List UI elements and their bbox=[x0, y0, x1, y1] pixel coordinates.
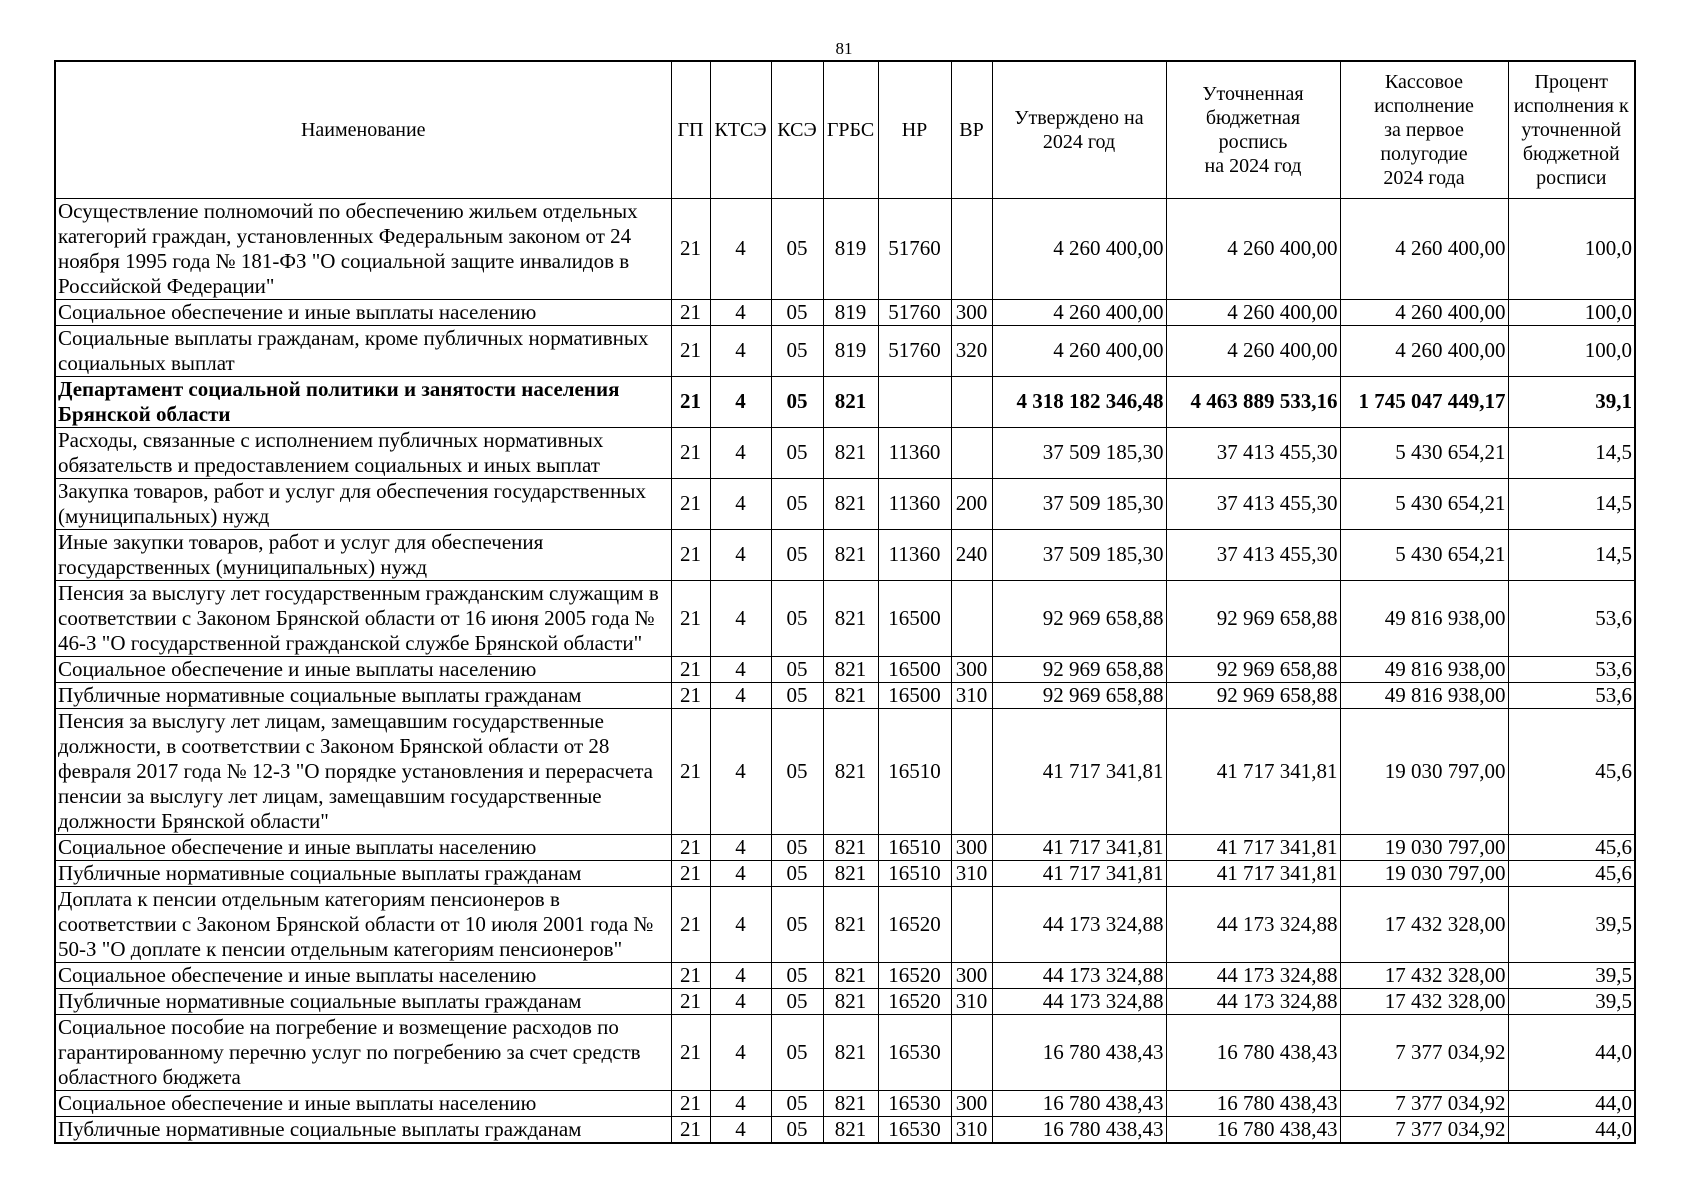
cell-percent: 39,5 bbox=[1508, 962, 1635, 988]
cell-gp: 21 bbox=[671, 478, 710, 529]
cell-percent: 100,0 bbox=[1508, 299, 1635, 325]
cell-cash: 5 430 654,21 bbox=[1340, 478, 1508, 529]
cell-gp: 21 bbox=[671, 198, 710, 299]
cell-gp: 21 bbox=[671, 656, 710, 682]
table-row bbox=[55, 580, 1635, 656]
cell-approved: 37 509 185,30 bbox=[992, 478, 1166, 529]
cell-name: Пенсия за выслугу лет лицам, замещавшим государственные должности, в соответствии с Законом Брянской области от 28 февраля 2017 года № 12-З "О порядке установления и перерасчета пенсии за выслугу лет лицам, замещавшим государственные должности Брянской области" bbox=[55, 708, 671, 834]
cell-nr: 16530 bbox=[878, 1116, 951, 1143]
cell-percent: 53,6 bbox=[1508, 656, 1635, 682]
cell-name: Социальные выплаты гражданам, кроме публичных нормативных социальных выплат bbox=[55, 325, 671, 376]
cell-kse: 05 bbox=[771, 1014, 823, 1090]
cell-ktse: 4 bbox=[710, 962, 771, 988]
cell-refined: 37 413 455,30 bbox=[1166, 427, 1340, 478]
cell-vr bbox=[951, 427, 992, 478]
cell-kse: 05 bbox=[771, 1116, 823, 1143]
cell-vr bbox=[951, 886, 992, 962]
cell-cash: 4 260 400,00 bbox=[1340, 198, 1508, 299]
cell-nr: 16510 bbox=[878, 834, 951, 860]
cell-grbs: 821 bbox=[823, 708, 878, 834]
cell-gp: 21 bbox=[671, 708, 710, 834]
cell-approved: 41 717 341,81 bbox=[992, 860, 1166, 886]
cell-percent: 100,0 bbox=[1508, 325, 1635, 376]
cell-kse: 05 bbox=[771, 656, 823, 682]
cell-gp: 21 bbox=[671, 529, 710, 580]
header-approved: Утверждено на 2024 год bbox=[992, 61, 1166, 198]
cell-percent: 44,0 bbox=[1508, 1014, 1635, 1090]
cell-name: Иные закупки товаров, работ и услуг для обеспечения государственных (муниципальных) нужд bbox=[55, 529, 671, 580]
cell-cash: 49 816 938,00 bbox=[1340, 682, 1508, 708]
table-row bbox=[55, 834, 1635, 860]
cell-approved: 4 260 400,00 bbox=[992, 198, 1166, 299]
cell-kse: 05 bbox=[771, 299, 823, 325]
cell-refined: 16 780 438,43 bbox=[1166, 1116, 1340, 1143]
cell-grbs: 821 bbox=[823, 988, 878, 1014]
cell-refined: 44 173 324,88 bbox=[1166, 988, 1340, 1014]
page-number: 81 bbox=[835, 39, 853, 58]
cell-vr bbox=[951, 1014, 992, 1090]
cell-percent: 53,6 bbox=[1508, 580, 1635, 656]
cell-nr: 16520 bbox=[878, 886, 951, 962]
cell-approved: 16 780 438,43 bbox=[992, 1090, 1166, 1116]
cell-nr: 16530 bbox=[878, 1090, 951, 1116]
cell-kse: 05 bbox=[771, 478, 823, 529]
cell-percent: 39,1 bbox=[1508, 376, 1635, 427]
cell-cash: 17 432 328,00 bbox=[1340, 886, 1508, 962]
cell-cash: 7 377 034,92 bbox=[1340, 1014, 1508, 1090]
cell-percent: 44,0 bbox=[1508, 1090, 1635, 1116]
cell-kse: 05 bbox=[771, 529, 823, 580]
cell-ktse: 4 bbox=[710, 988, 771, 1014]
cell-kse: 05 bbox=[771, 325, 823, 376]
cell-nr: 11360 bbox=[878, 529, 951, 580]
table-row bbox=[55, 427, 1635, 478]
cell-gp: 21 bbox=[671, 962, 710, 988]
header-gp: ГП bbox=[671, 61, 710, 198]
cell-cash: 49 816 938,00 bbox=[1340, 580, 1508, 656]
cell-ktse: 4 bbox=[710, 656, 771, 682]
cell-vr: 300 bbox=[951, 299, 992, 325]
cell-ktse: 4 bbox=[710, 325, 771, 376]
cell-ktse: 4 bbox=[710, 1090, 771, 1116]
cell-approved: 16 780 438,43 bbox=[992, 1116, 1166, 1143]
cell-cash: 17 432 328,00 bbox=[1340, 988, 1508, 1014]
cell-kse: 05 bbox=[771, 708, 823, 834]
cell-kse: 05 bbox=[771, 1090, 823, 1116]
table-row bbox=[55, 860, 1635, 886]
table-row bbox=[55, 1090, 1635, 1116]
cell-ktse: 4 bbox=[710, 1014, 771, 1090]
table-row bbox=[55, 529, 1635, 580]
cell-refined: 92 969 658,88 bbox=[1166, 580, 1340, 656]
cell-refined: 37 413 455,30 bbox=[1166, 478, 1340, 529]
cell-grbs: 821 bbox=[823, 962, 878, 988]
cell-gp: 21 bbox=[671, 834, 710, 860]
cell-grbs: 821 bbox=[823, 1116, 878, 1143]
cell-grbs: 821 bbox=[823, 376, 878, 427]
cell-name: Расходы, связанные с исполнением публичных нормативных обязательств и предоставлением социальных и иных выплат bbox=[55, 427, 671, 478]
cell-kse: 05 bbox=[771, 962, 823, 988]
cell-percent: 39,5 bbox=[1508, 886, 1635, 962]
cell-name: Социальное пособие на погребение и возмещение расходов по гарантированному перечню услуг по погребению за счет средств областного бюджета bbox=[55, 1014, 671, 1090]
cell-percent: 44,0 bbox=[1508, 1116, 1635, 1143]
cell-vr bbox=[951, 708, 992, 834]
cell-refined: 92 969 658,88 bbox=[1166, 656, 1340, 682]
cell-name: Социальное обеспечение и иные выплаты населению bbox=[55, 834, 671, 860]
cell-grbs: 821 bbox=[823, 886, 878, 962]
cell-name: Социальное обеспечение и иные выплаты населению bbox=[55, 1090, 671, 1116]
cell-cash: 7 377 034,92 bbox=[1340, 1090, 1508, 1116]
header-name: Наименование bbox=[55, 61, 671, 198]
cell-ktse: 4 bbox=[710, 529, 771, 580]
cell-grbs: 821 bbox=[823, 529, 878, 580]
cell-name: Осуществление полномочий по обеспечению жильем отдельных категорий граждан, установленных Федеральным законом от 24 ноября 1995 года № 181-ФЗ "О социальной защите инвалидов в Российской Федерации" bbox=[55, 198, 671, 299]
cell-vr: 310 bbox=[951, 682, 992, 708]
cell-percent: 45,6 bbox=[1508, 708, 1635, 834]
cell-grbs: 819 bbox=[823, 198, 878, 299]
cell-ktse: 4 bbox=[710, 376, 771, 427]
cell-grbs: 819 bbox=[823, 325, 878, 376]
header-nr: НР bbox=[878, 61, 951, 198]
cell-name: Закупка товаров, работ и услуг для обеспечения государственных (муниципальных) нужд bbox=[55, 478, 671, 529]
cell-gp: 21 bbox=[671, 988, 710, 1014]
header-cash: Кассовое исполнение за первое полугодие 2024 года bbox=[1340, 61, 1508, 198]
table-row bbox=[55, 376, 1635, 427]
cell-refined: 44 173 324,88 bbox=[1166, 886, 1340, 962]
cell-kse: 05 bbox=[771, 198, 823, 299]
cell-ktse: 4 bbox=[710, 834, 771, 860]
cell-cash: 19 030 797,00 bbox=[1340, 834, 1508, 860]
cell-ktse: 4 bbox=[710, 682, 771, 708]
header-percent: Процент исполнения к уточненной бюджетной росписи bbox=[1508, 61, 1635, 198]
cell-approved: 41 717 341,81 bbox=[992, 834, 1166, 860]
cell-nr: 16500 bbox=[878, 682, 951, 708]
cell-cash: 17 432 328,00 bbox=[1340, 962, 1508, 988]
cell-name: Социальное обеспечение и иные выплаты населению bbox=[55, 962, 671, 988]
cell-grbs: 821 bbox=[823, 1014, 878, 1090]
table-row bbox=[55, 299, 1635, 325]
header-kse: КСЭ bbox=[771, 61, 823, 198]
cell-name: Социальное обеспечение и иные выплаты населению bbox=[55, 299, 671, 325]
table-row bbox=[55, 708, 1635, 834]
cell-refined: 16 780 438,43 bbox=[1166, 1014, 1340, 1090]
cell-approved: 16 780 438,43 bbox=[992, 1014, 1166, 1090]
cell-name: Публичные нормативные социальные выплаты гражданам bbox=[55, 988, 671, 1014]
cell-nr: 51760 bbox=[878, 299, 951, 325]
cell-kse: 05 bbox=[771, 988, 823, 1014]
cell-ktse: 4 bbox=[710, 708, 771, 834]
header-row bbox=[55, 61, 1635, 198]
cell-approved: 92 969 658,88 bbox=[992, 656, 1166, 682]
cell-cash: 5 430 654,21 bbox=[1340, 529, 1508, 580]
table-row bbox=[55, 478, 1635, 529]
cell-nr: 51760 bbox=[878, 198, 951, 299]
cell-grbs: 821 bbox=[823, 1090, 878, 1116]
table-row bbox=[55, 325, 1635, 376]
cell-refined: 41 717 341,81 bbox=[1166, 834, 1340, 860]
cell-kse: 05 bbox=[771, 427, 823, 478]
cell-refined: 41 717 341,81 bbox=[1166, 708, 1340, 834]
cell-vr bbox=[951, 376, 992, 427]
cell-nr: 16530 bbox=[878, 1014, 951, 1090]
cell-refined: 41 717 341,81 bbox=[1166, 860, 1340, 886]
cell-percent: 14,5 bbox=[1508, 529, 1635, 580]
cell-vr: 300 bbox=[951, 656, 992, 682]
cell-gp: 21 bbox=[671, 427, 710, 478]
cell-ktse: 4 bbox=[710, 1116, 771, 1143]
cell-ktse: 4 bbox=[710, 580, 771, 656]
cell-nr: 16520 bbox=[878, 962, 951, 988]
cell-vr: 320 bbox=[951, 325, 992, 376]
cell-refined: 44 173 324,88 bbox=[1166, 962, 1340, 988]
cell-refined: 16 780 438,43 bbox=[1166, 1090, 1340, 1116]
cell-cash: 49 816 938,00 bbox=[1340, 656, 1508, 682]
cell-grbs: 821 bbox=[823, 478, 878, 529]
cell-name: Публичные нормативные социальные выплаты гражданам bbox=[55, 1116, 671, 1143]
table-row bbox=[55, 682, 1635, 708]
cell-ktse: 4 bbox=[710, 299, 771, 325]
cell-name: Пенсия за выслугу лет государственным гражданским служащим в соответствии с Законом Брянской области от 16 июня 2005 года № 46-З "О государственной гражданской службе Брянской области" bbox=[55, 580, 671, 656]
cell-gp: 21 bbox=[671, 580, 710, 656]
cell-vr bbox=[951, 580, 992, 656]
cell-cash: 5 430 654,21 bbox=[1340, 427, 1508, 478]
cell-gp: 21 bbox=[671, 1014, 710, 1090]
cell-cash: 4 260 400,00 bbox=[1340, 325, 1508, 376]
cell-vr: 300 bbox=[951, 962, 992, 988]
cell-grbs: 821 bbox=[823, 682, 878, 708]
table-row bbox=[55, 656, 1635, 682]
cell-grbs: 821 bbox=[823, 860, 878, 886]
cell-nr: 16500 bbox=[878, 656, 951, 682]
cell-name: Департамент социальной политики и занятости населения Брянской области bbox=[55, 376, 671, 427]
cell-cash: 19 030 797,00 bbox=[1340, 860, 1508, 886]
cell-nr: 16510 bbox=[878, 708, 951, 834]
cell-ktse: 4 bbox=[710, 886, 771, 962]
cell-name: Публичные нормативные социальные выплаты гражданам bbox=[55, 860, 671, 886]
cell-vr: 310 bbox=[951, 860, 992, 886]
cell-cash: 1 745 047 449,17 bbox=[1340, 376, 1508, 427]
cell-refined: 37 413 455,30 bbox=[1166, 529, 1340, 580]
cell-vr: 200 bbox=[951, 478, 992, 529]
cell-percent: 45,6 bbox=[1508, 834, 1635, 860]
cell-vr: 240 bbox=[951, 529, 992, 580]
cell-name: Доплата к пенсии отдельным категориям пенсионеров в соответствии с Законом Брянской области от 10 июля 2001 года № 50-З "О доплате к пенсии отдельным категориям пенсионеров" bbox=[55, 886, 671, 962]
cell-name: Социальное обеспечение и иные выплаты населению bbox=[55, 656, 671, 682]
table-header bbox=[55, 61, 1635, 198]
cell-nr bbox=[878, 376, 951, 427]
cell-gp: 21 bbox=[671, 1090, 710, 1116]
cell-vr bbox=[951, 198, 992, 299]
cell-approved: 37 509 185,30 bbox=[992, 529, 1166, 580]
cell-approved: 4 318 182 346,48 bbox=[992, 376, 1166, 427]
cell-approved: 92 969 658,88 bbox=[992, 682, 1166, 708]
cell-nr: 51760 bbox=[878, 325, 951, 376]
cell-gp: 21 bbox=[671, 1116, 710, 1143]
cell-gp: 21 bbox=[671, 325, 710, 376]
cell-refined: 4 260 400,00 bbox=[1166, 299, 1340, 325]
cell-approved: 41 717 341,81 bbox=[992, 708, 1166, 834]
cell-kse: 05 bbox=[771, 682, 823, 708]
cell-ktse: 4 bbox=[710, 198, 771, 299]
cell-vr: 310 bbox=[951, 1116, 992, 1143]
cell-nr: 16520 bbox=[878, 988, 951, 1014]
cell-gp: 21 bbox=[671, 682, 710, 708]
cell-cash: 7 377 034,92 bbox=[1340, 1116, 1508, 1143]
header-ktse: КТСЭ bbox=[710, 61, 771, 198]
cell-approved: 44 173 324,88 bbox=[992, 988, 1166, 1014]
cell-refined: 4 260 400,00 bbox=[1166, 325, 1340, 376]
table-row bbox=[55, 988, 1635, 1014]
cell-name: Публичные нормативные социальные выплаты гражданам bbox=[55, 682, 671, 708]
cell-cash: 4 260 400,00 bbox=[1340, 299, 1508, 325]
cell-grbs: 819 bbox=[823, 299, 878, 325]
cell-ktse: 4 bbox=[710, 860, 771, 886]
cell-approved: 4 260 400,00 bbox=[992, 299, 1166, 325]
table-row bbox=[55, 198, 1635, 299]
cell-grbs: 821 bbox=[823, 427, 878, 478]
cell-percent: 45,6 bbox=[1508, 860, 1635, 886]
header-refined: Уточненная бюджетная роспись на 2024 год bbox=[1166, 61, 1340, 198]
cell-percent: 14,5 bbox=[1508, 427, 1635, 478]
table-row bbox=[55, 1014, 1635, 1090]
cell-percent: 39,5 bbox=[1508, 988, 1635, 1014]
cell-kse: 05 bbox=[771, 886, 823, 962]
cell-ktse: 4 bbox=[710, 478, 771, 529]
cell-refined: 4 260 400,00 bbox=[1166, 198, 1340, 299]
cell-kse: 05 bbox=[771, 376, 823, 427]
cell-nr: 11360 bbox=[878, 478, 951, 529]
cell-kse: 05 bbox=[771, 860, 823, 886]
table-row bbox=[55, 1116, 1635, 1143]
table-row bbox=[55, 886, 1635, 962]
cell-grbs: 821 bbox=[823, 656, 878, 682]
cell-approved: 37 509 185,30 bbox=[992, 427, 1166, 478]
cell-nr: 11360 bbox=[878, 427, 951, 478]
cell-gp: 21 bbox=[671, 299, 710, 325]
cell-vr: 310 bbox=[951, 988, 992, 1014]
header-grbs: ГРБС bbox=[823, 61, 878, 198]
cell-vr: 300 bbox=[951, 1090, 992, 1116]
cell-nr: 16500 bbox=[878, 580, 951, 656]
cell-percent: 53,6 bbox=[1508, 682, 1635, 708]
cell-approved: 44 173 324,88 bbox=[992, 886, 1166, 962]
table-body bbox=[55, 198, 1635, 1143]
budget-table bbox=[54, 60, 1636, 1144]
cell-refined: 92 969 658,88 bbox=[1166, 682, 1340, 708]
cell-percent: 14,5 bbox=[1508, 478, 1635, 529]
cell-approved: 4 260 400,00 bbox=[992, 325, 1166, 376]
table-row bbox=[55, 962, 1635, 988]
cell-kse: 05 bbox=[771, 834, 823, 860]
cell-kse: 05 bbox=[771, 580, 823, 656]
cell-gp: 21 bbox=[671, 886, 710, 962]
cell-approved: 44 173 324,88 bbox=[992, 962, 1166, 988]
cell-ktse: 4 bbox=[710, 427, 771, 478]
cell-refined: 4 463 889 533,16 bbox=[1166, 376, 1340, 427]
header-vr: ВР bbox=[951, 61, 992, 198]
cell-gp: 21 bbox=[671, 860, 710, 886]
cell-approved: 92 969 658,88 bbox=[992, 580, 1166, 656]
cell-gp: 21 bbox=[671, 376, 710, 427]
cell-vr: 300 bbox=[951, 834, 992, 860]
cell-grbs: 821 bbox=[823, 834, 878, 860]
cell-nr: 16510 bbox=[878, 860, 951, 886]
cell-percent: 100,0 bbox=[1508, 198, 1635, 299]
cell-grbs: 821 bbox=[823, 580, 878, 656]
cell-cash: 19 030 797,00 bbox=[1340, 708, 1508, 834]
